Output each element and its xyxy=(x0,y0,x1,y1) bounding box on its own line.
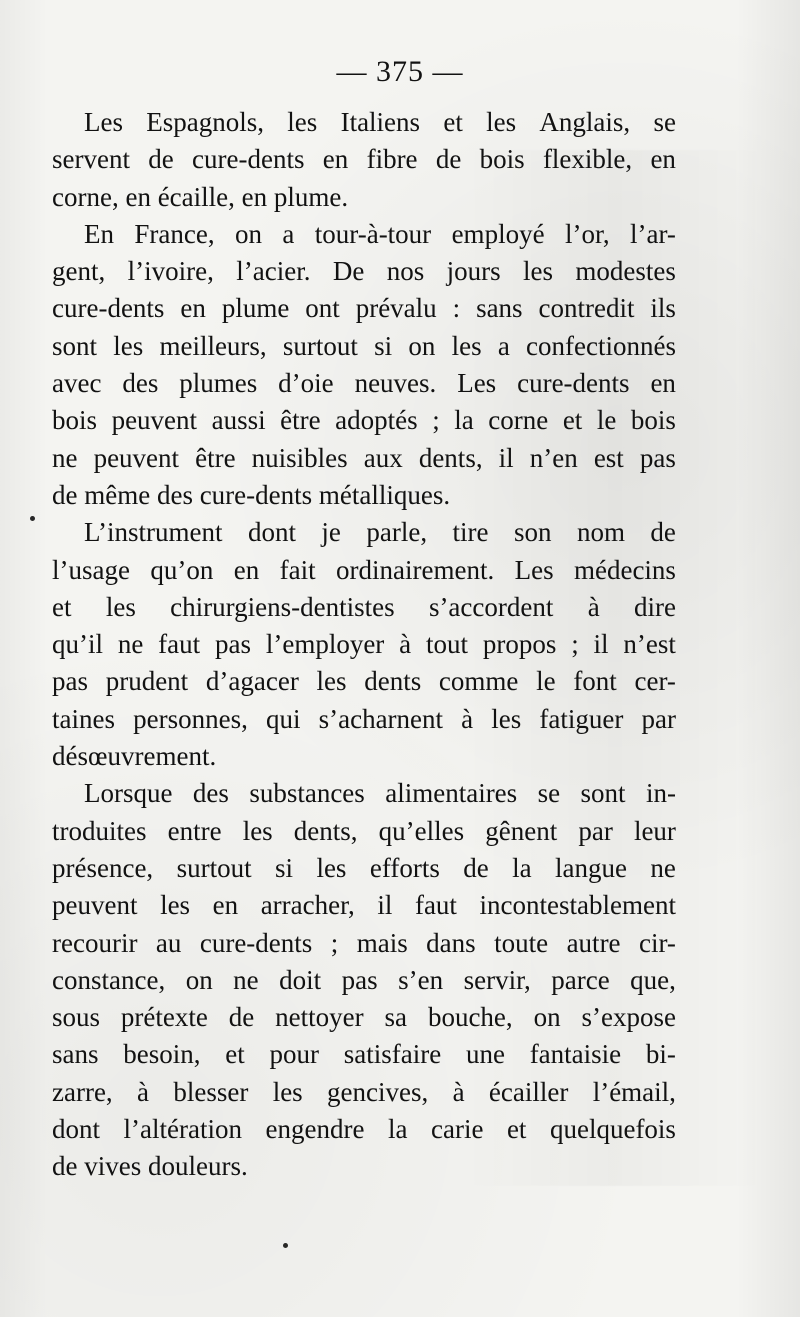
text-line xyxy=(52,701,676,738)
word: peuvent xyxy=(52,890,138,921)
word: s’expose xyxy=(581,1002,676,1033)
word: De xyxy=(332,256,365,287)
text-line xyxy=(52,1036,676,1073)
text-line xyxy=(52,1074,676,1111)
text-line xyxy=(52,365,676,402)
paragraph-4 xyxy=(52,775,676,1185)
word: à xyxy=(587,591,600,622)
word: pas xyxy=(341,964,378,995)
word: incontestablement xyxy=(479,890,676,921)
word: des xyxy=(192,778,229,809)
word: peuvent xyxy=(111,405,198,436)
word: neuves. xyxy=(354,368,437,399)
word: par xyxy=(578,815,613,846)
text-line xyxy=(52,552,676,589)
word: gent, xyxy=(52,256,106,287)
word: l’ivoire, xyxy=(127,256,214,287)
word: de xyxy=(650,517,676,548)
word: faut xyxy=(414,890,457,921)
word: sans xyxy=(52,1039,99,1070)
text-line: désœuvrement. xyxy=(52,741,217,772)
word: dire xyxy=(634,591,676,622)
word: leur xyxy=(633,815,676,846)
word: une xyxy=(465,1039,505,1070)
word: taines xyxy=(52,703,115,734)
word: les xyxy=(287,107,318,137)
word: mais xyxy=(356,927,408,958)
word: si xyxy=(374,330,393,361)
word: les xyxy=(491,703,522,734)
word: blesser xyxy=(173,1076,249,1107)
word: il xyxy=(498,442,514,473)
word: est xyxy=(593,442,624,473)
text-line xyxy=(52,104,676,141)
word: les xyxy=(486,107,517,137)
text-line xyxy=(52,850,676,887)
text-line xyxy=(52,253,676,290)
text-line xyxy=(52,813,676,850)
word: et xyxy=(52,591,72,622)
word: en xyxy=(650,368,676,399)
word: en xyxy=(650,144,676,175)
word: se xyxy=(537,778,561,809)
word: dents xyxy=(364,666,422,697)
word: gencives, xyxy=(327,1076,429,1107)
word: les xyxy=(113,330,144,361)
word: médecins xyxy=(573,554,676,585)
word: in- xyxy=(645,778,676,809)
word: fatiguer xyxy=(539,703,624,734)
word: l’ar- xyxy=(630,218,676,249)
word: au xyxy=(155,927,182,958)
word: autre xyxy=(566,927,621,958)
word: les xyxy=(272,1076,303,1107)
text-line xyxy=(52,626,676,663)
word: et xyxy=(562,405,583,436)
word: on xyxy=(235,218,262,249)
word: sont xyxy=(52,330,98,361)
text-line xyxy=(52,290,676,327)
word: doit xyxy=(279,964,322,995)
word: les xyxy=(242,815,273,846)
word: dont xyxy=(247,517,296,548)
text-line xyxy=(52,440,676,477)
word: de xyxy=(463,852,489,883)
word: troduites xyxy=(52,815,147,846)
word: meilleurs, xyxy=(159,330,267,361)
word: il xyxy=(593,629,609,660)
word: jours xyxy=(446,256,501,287)
word: ne xyxy=(117,629,144,660)
word: tour-à-tour xyxy=(314,218,432,249)
ink-speck xyxy=(283,1243,288,1248)
word: toute xyxy=(494,927,549,958)
word: employé xyxy=(451,218,545,249)
word: prudent xyxy=(105,666,189,697)
word: en xyxy=(322,144,349,175)
word: n’est xyxy=(623,629,676,660)
word: qui xyxy=(265,703,301,734)
word: bi- xyxy=(645,1039,676,1070)
text-line xyxy=(52,328,676,365)
word: arracher, xyxy=(260,890,355,921)
word: le xyxy=(596,405,617,436)
word: propos xyxy=(482,629,557,660)
word: bois xyxy=(630,405,676,436)
word: a xyxy=(282,218,295,249)
word: Les xyxy=(84,107,123,137)
word: se xyxy=(653,107,676,137)
word: l’employer xyxy=(265,629,385,660)
text-line xyxy=(52,999,676,1036)
word: Les xyxy=(514,554,554,585)
word: satisfaire xyxy=(343,1039,442,1070)
word: cure-dents xyxy=(199,927,313,958)
word: Lorsque xyxy=(84,778,173,809)
word: flexible, xyxy=(542,144,633,175)
text-line xyxy=(52,514,676,551)
word: recourir xyxy=(52,927,138,958)
word: et xyxy=(225,1039,245,1070)
word: France, xyxy=(134,218,215,249)
word: être xyxy=(195,442,236,473)
word: des xyxy=(122,368,159,399)
word: et xyxy=(443,107,463,137)
word: quelquefois xyxy=(549,1114,676,1145)
text-line xyxy=(52,925,676,962)
word: sous xyxy=(52,1002,101,1033)
word: la xyxy=(512,852,532,883)
text-line xyxy=(52,775,676,812)
word: sa xyxy=(384,1002,408,1033)
text-line xyxy=(52,1111,676,1148)
word: tout xyxy=(425,629,468,660)
word: son xyxy=(513,517,552,548)
word: en xyxy=(212,890,239,921)
word: ne xyxy=(52,442,78,473)
word: ils xyxy=(650,293,676,324)
word: en xyxy=(180,293,206,324)
word: bois xyxy=(479,144,525,175)
word: fantaisie xyxy=(529,1039,622,1070)
word: tire xyxy=(452,517,489,548)
word: le xyxy=(536,666,556,697)
text-line xyxy=(52,962,676,999)
word: besoin, xyxy=(123,1039,201,1070)
word: dents, xyxy=(293,815,358,846)
word: on xyxy=(185,964,213,995)
word: qu’il xyxy=(52,629,103,660)
word: ont xyxy=(305,293,340,324)
word: de xyxy=(435,144,462,175)
word: s’en xyxy=(398,964,444,995)
word: : xyxy=(452,293,461,324)
word: n’en xyxy=(529,442,578,473)
word: a xyxy=(497,330,510,361)
word: être xyxy=(280,405,321,436)
word: peuvent xyxy=(93,442,180,473)
word: si xyxy=(275,852,294,883)
word: les xyxy=(160,890,191,921)
paragraph-2 xyxy=(52,216,676,514)
word: comme xyxy=(438,666,519,697)
word: les xyxy=(451,330,482,361)
word: nettoyer xyxy=(275,1002,364,1033)
word: sont xyxy=(580,778,626,809)
word: par xyxy=(641,703,676,734)
word: d’oie xyxy=(278,368,334,399)
page-text xyxy=(52,104,676,1186)
word: écailler xyxy=(488,1076,569,1107)
word: entre xyxy=(167,815,222,846)
word: zarre, xyxy=(52,1076,113,1107)
word: prévalu xyxy=(355,293,437,324)
word: l’acier. xyxy=(236,256,311,287)
word: on xyxy=(408,330,436,361)
word: on xyxy=(533,1002,561,1033)
word: ; xyxy=(571,629,579,660)
word: efforts xyxy=(369,852,440,883)
word: je xyxy=(321,517,341,548)
word: chirurgiens-dentistes xyxy=(170,591,395,622)
text-line xyxy=(52,216,676,253)
word: L’instrument xyxy=(84,517,223,548)
word: de xyxy=(148,144,174,175)
word: modestes xyxy=(575,256,676,287)
word: dans xyxy=(426,927,476,958)
word: il xyxy=(377,890,393,921)
word: dents, xyxy=(418,442,483,473)
word: cure-dents xyxy=(517,368,630,399)
text-line: corne, en écaille, en plume. xyxy=(52,181,349,212)
word: cure-dents xyxy=(52,293,165,324)
word: à xyxy=(452,1076,465,1107)
word: d’agacer xyxy=(205,666,299,697)
word: présence, xyxy=(52,852,154,883)
text-line xyxy=(52,663,676,700)
word: avec xyxy=(52,368,102,399)
word: plumes xyxy=(179,368,258,399)
word: l’usage xyxy=(52,554,130,585)
word: nuisibles xyxy=(251,442,348,473)
word: de xyxy=(228,1002,255,1033)
word: plume xyxy=(221,293,290,324)
word: dont xyxy=(52,1114,101,1145)
word: l’or, xyxy=(564,218,610,249)
word: bois xyxy=(52,405,98,436)
word: s’acharnent xyxy=(318,703,444,734)
word: surtout xyxy=(282,330,358,361)
word: constance, xyxy=(52,964,166,995)
word: adoptés xyxy=(335,405,418,436)
word: pas xyxy=(639,442,676,473)
word: pour xyxy=(269,1039,319,1070)
word: langue xyxy=(555,852,628,883)
word: prétexte xyxy=(120,1002,208,1033)
word: aux xyxy=(363,442,403,473)
word: contredit xyxy=(538,293,635,324)
word: que, xyxy=(630,964,676,995)
word: alimentaires xyxy=(385,778,518,809)
word: font xyxy=(573,666,617,697)
word: nos xyxy=(386,256,425,287)
word: gênent xyxy=(485,815,558,846)
word: cir- xyxy=(639,927,676,958)
word: Les xyxy=(457,368,497,399)
ink-speck xyxy=(30,516,35,521)
word: l’altération xyxy=(123,1114,242,1145)
word: en xyxy=(233,554,260,585)
word: sans xyxy=(476,293,523,324)
word: à xyxy=(137,1076,150,1107)
word: la xyxy=(454,405,474,436)
word: engendre xyxy=(265,1114,365,1145)
paragraph-1 xyxy=(52,104,676,216)
word: ; xyxy=(330,927,339,958)
word: qu’elles xyxy=(378,815,465,846)
word: l’émail, xyxy=(592,1076,676,1107)
word: aussi xyxy=(211,405,266,436)
word: servir, xyxy=(463,964,531,995)
page-number: — 375 — xyxy=(336,55,464,88)
word: servent xyxy=(52,144,130,175)
text-line xyxy=(52,402,676,439)
word: Espagnols, xyxy=(146,107,265,137)
word: ne xyxy=(233,964,259,995)
word: ; xyxy=(432,405,440,436)
word: corne xyxy=(488,405,549,436)
text-line xyxy=(52,589,676,626)
word: parce xyxy=(551,964,610,995)
word: carie xyxy=(430,1114,484,1145)
text-line: de vives douleurs. xyxy=(52,1151,248,1182)
word: et xyxy=(506,1114,527,1145)
word: Anglais, xyxy=(539,107,631,137)
word: la xyxy=(387,1114,408,1145)
word: fibre xyxy=(366,144,418,175)
word: qu’on xyxy=(150,554,214,585)
word: ordinairement. xyxy=(336,554,495,585)
word: les xyxy=(316,666,347,697)
word: parle, xyxy=(366,517,428,548)
word: cure-dents xyxy=(192,144,305,175)
word: pas xyxy=(215,629,251,660)
word: En xyxy=(84,218,114,249)
text-line: de même des cure-dents métalliques. xyxy=(52,479,451,510)
word: fait xyxy=(279,554,316,585)
word: personnes, xyxy=(133,703,248,734)
word: à xyxy=(399,629,412,660)
word: nom xyxy=(576,517,625,548)
word: cer- xyxy=(634,666,676,697)
word: Italiens xyxy=(340,107,421,137)
word: les xyxy=(523,256,554,287)
word: confectionnés xyxy=(526,330,676,361)
word: les xyxy=(105,591,136,622)
word: pas xyxy=(52,666,88,697)
word: à xyxy=(461,703,474,734)
word: substances xyxy=(249,778,365,809)
word: bouche, xyxy=(427,1002,513,1033)
word: faut xyxy=(158,629,201,660)
word: les xyxy=(316,852,347,883)
text-line xyxy=(52,887,676,924)
word: s’accordent xyxy=(428,591,554,622)
word: surtout xyxy=(176,852,252,883)
text-line xyxy=(52,141,676,178)
word: ne xyxy=(650,852,676,883)
paragraph-3 xyxy=(52,514,676,775)
